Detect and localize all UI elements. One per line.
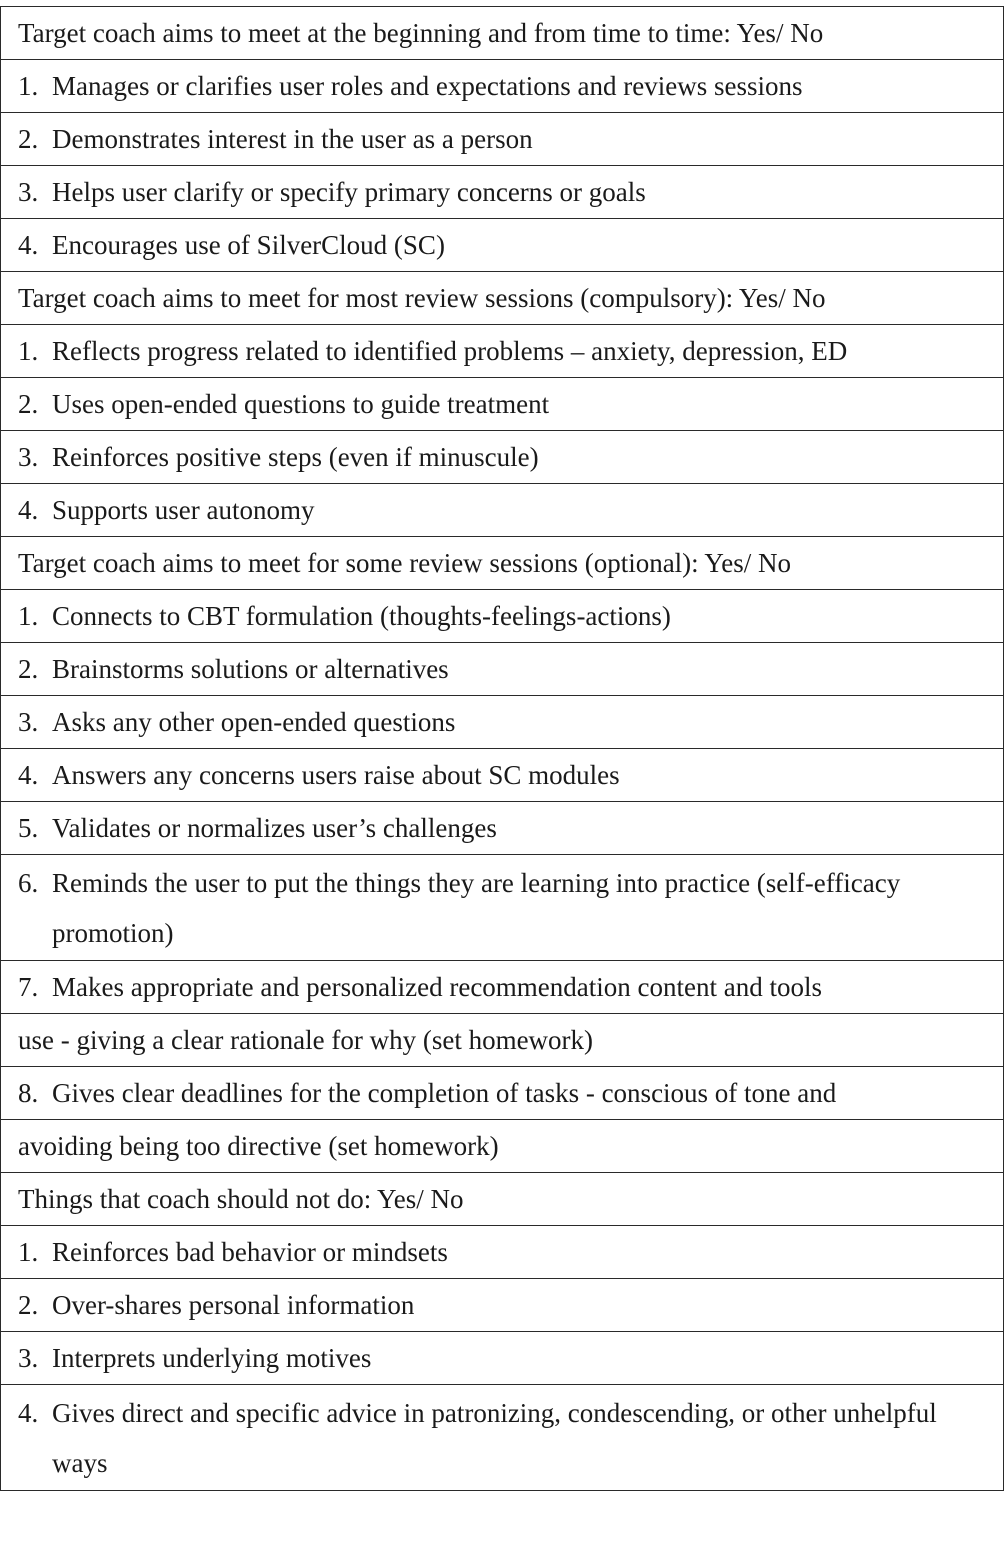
table-row [1, 1014, 1004, 1067]
checklist-item [1, 1226, 1004, 1279]
item-text: Manages or clarifies user roles and expectations and reviews sessions [52, 71, 803, 101]
table-row [1, 1226, 1004, 1279]
item-text: Gives direct and specific advice in patronizing, condescending, or other unhelpful ways [52, 1397, 937, 1478]
checklist-item [1, 1067, 1004, 1120]
item-number: 8. [18, 1078, 39, 1108]
section-header: Things that coach should not do: Yes/ No [1, 1173, 1004, 1226]
table-row [1, 272, 1004, 325]
table-row [1, 643, 1004, 696]
checklist-item [1, 696, 1004, 749]
item-text: Asks any other open-ended questions [52, 707, 456, 737]
table-row [1, 961, 1004, 1014]
table-row [1, 166, 1004, 219]
item-text: Makes appropriate and personalized recommendation content and tools [52, 972, 822, 1002]
item-number: 2. [18, 124, 39, 154]
checklist-item [1, 961, 1004, 1014]
checklist-item [1, 1385, 1004, 1491]
item-number: 4. [18, 1397, 39, 1428]
item-number: 5. [18, 813, 39, 843]
checklist-item [1, 802, 1004, 855]
checklist-item [1, 325, 1004, 378]
item-text: Answers any concerns users raise about SC modules [52, 760, 620, 790]
item-number: 3. [18, 1343, 39, 1373]
section-header: Target coach aims to meet for some review sessions (optional): Yes/ No [1, 537, 1004, 590]
table-row [1, 484, 1004, 537]
table-row [1, 431, 1004, 484]
table-row [1, 1120, 1004, 1173]
item-number: 1. [18, 336, 39, 366]
table-row [1, 696, 1004, 749]
checklist-item [1, 855, 1004, 961]
item-text: Encourages use of SilverCloud (SC) [52, 230, 445, 260]
table-row [1, 1385, 1004, 1491]
item-number: 3. [18, 442, 39, 472]
item-number: 1. [18, 601, 39, 631]
checklist-item [1, 113, 1004, 166]
checklist-item [1, 1332, 1004, 1385]
item-text: Gives clear deadlines for the completion of tasks - conscious of tone and [52, 1078, 837, 1108]
item-text: Brainstorms solutions or alternatives [52, 654, 449, 684]
item-text: Reinforces positive steps (even if minuscule) [52, 442, 539, 472]
checklist-item [1, 166, 1004, 219]
item-number: 6. [18, 867, 39, 898]
table-row [1, 537, 1004, 590]
item-number: 4. [18, 495, 39, 525]
checklist-item [1, 484, 1004, 537]
table-row [1, 113, 1004, 166]
checklist-item [1, 431, 1004, 484]
table-row [1, 1067, 1004, 1120]
item-number: 1. [18, 1237, 39, 1267]
table-row [1, 855, 1004, 961]
item-text: Uses open-ended questions to guide treatment [52, 389, 550, 419]
item-text: Validates or normalizes user’s challenges [52, 813, 497, 843]
item-number: 1. [18, 71, 39, 101]
item-number: 4. [18, 230, 39, 260]
checklist-item [1, 1279, 1004, 1332]
item-number: 7. [18, 972, 39, 1002]
section-header: Target coach aims to meet at the beginning and from time to time: Yes/ No [1, 7, 1004, 60]
item-text: Reflects progress related to identified problems – anxiety, depression, ED [52, 336, 848, 366]
item-text: Supports user autonomy [52, 495, 315, 525]
item-number: 3. [18, 707, 39, 737]
checklist-item [1, 643, 1004, 696]
coach-checklist-table [0, 6, 1004, 1491]
item-text: Connects to CBT formulation (thoughts-feelings-actions) [52, 601, 671, 631]
checklist-item [1, 60, 1004, 113]
checklist-item [1, 749, 1004, 802]
checklist-item [1, 219, 1004, 272]
table-row [1, 1173, 1004, 1226]
item-number: 2. [18, 1290, 39, 1320]
item-number: 3. [18, 177, 39, 207]
item-text: Over-shares personal information [52, 1290, 415, 1320]
checklist-body [1, 7, 1004, 1491]
item-number: 4. [18, 760, 39, 790]
table-row [1, 1279, 1004, 1332]
table-row [1, 325, 1004, 378]
table-row [1, 749, 1004, 802]
item-text: Interprets underlying motives [52, 1343, 372, 1373]
table-row [1, 1332, 1004, 1385]
continuation-text: use - giving a clear rationale for why (set homework) [1, 1014, 1004, 1067]
table-row [1, 7, 1004, 60]
table-row [1, 219, 1004, 272]
item-text: Demonstrates interest in the user as a person [52, 124, 533, 154]
item-number: 2. [18, 389, 39, 419]
continuation-text: avoiding being too directive (set homework) [1, 1120, 1004, 1173]
table-row [1, 590, 1004, 643]
item-text: Reminds the user to put the things they are learning into practice (self-efficacy promotion) [52, 867, 901, 948]
table-row [1, 378, 1004, 431]
item-text: Helps user clarify or specify primary concerns or goals [52, 177, 646, 207]
checklist-item [1, 378, 1004, 431]
table-row [1, 60, 1004, 113]
item-number: 2. [18, 654, 39, 684]
item-text: Reinforces bad behavior or mindsets [52, 1237, 448, 1267]
checklist-item [1, 590, 1004, 643]
section-header: Target coach aims to meet for most review sessions (compulsory): Yes/ No [1, 272, 1004, 325]
table-row [1, 802, 1004, 855]
